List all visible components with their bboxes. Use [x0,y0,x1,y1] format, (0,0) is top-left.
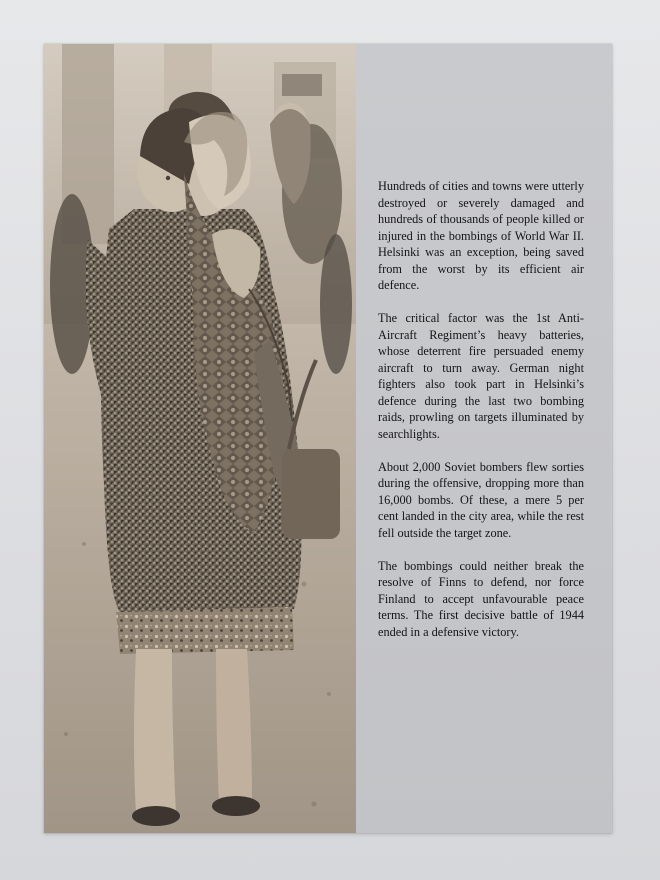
historical-photo [44,44,356,833]
paragraph: About 2,000 Soviet bombers flew sorties during the offensive, dropping more than 16,000 bombs. Of these, a mere 5 per cent landed in the city area, while the rest fell outside the target zone. [378,459,584,540]
text-column [378,178,584,657]
paragraph: The bombings could neither break the resolve of Finns to defend, nor force Finland to accept unfavourable peace terms. The first decisive battle of 1944 ended in a defensive victory. [378,558,584,639]
text-panel [356,44,612,833]
brochure-page [44,44,612,833]
photo-illustration [44,44,356,833]
paragraph: The critical factor was the 1st Anti-Aircraft Regiment’s heavy batteries, whose deterrent fire persuaded enemy aircraft to turn away. German night fighters also took part in Helsinki’s defence during the last two bombing raids, prowling on targets illuminated by searchlights. [378,311,584,441]
paragraph: Hundreds of cities and towns were utterly destroyed or severely damaged and hundreds of thousands of people killed or injured in the bombings of World War II. Helsinki was an exception, being saved from the worst by its efficient air defence. [378,179,584,292]
